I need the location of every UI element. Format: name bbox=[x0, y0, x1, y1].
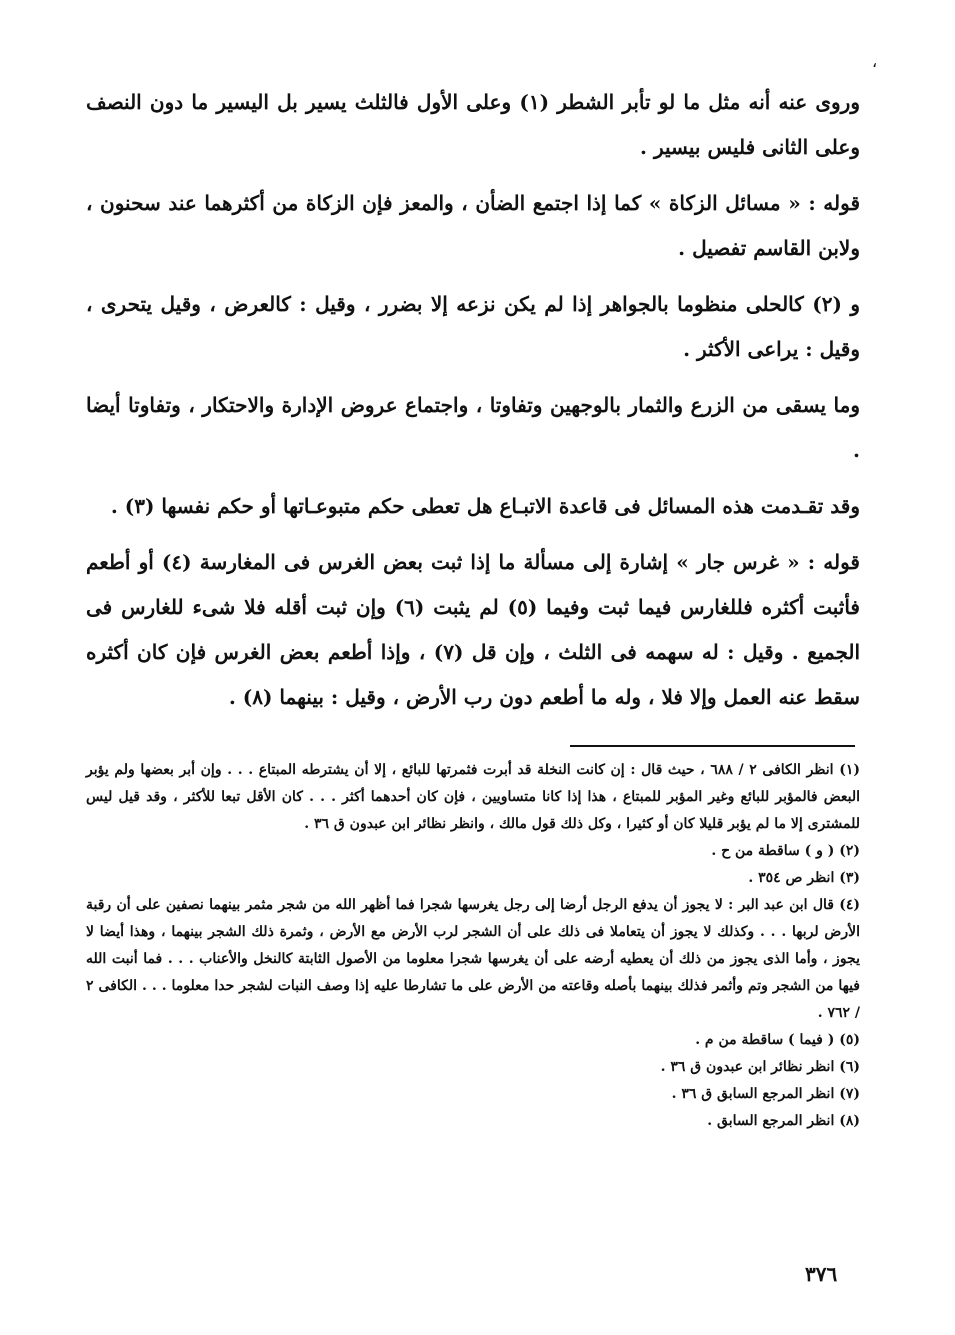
footnotes bbox=[86, 757, 860, 1135]
footnote: (٤) قال ابن عبد البر : لا يجوز أن يدفع الرجل أرضا إلى رجل يغرسها شجرا فما أظهر الله من شجر مثمر بينهما نصفين على أن رقبة الأرض لربها . . . وكذلك لا يجوز أن يتعاملا فى ذلك على أن الشجر لرب الأرض مع الأرض ، وثمرة ذلك الشجر بينهما ، وهذا أيضا لا يجوز ، وأما الذى يجوز من ذلك أن يعطيه أرضه على أن يغرسها شجرا معلوما من الأصول الثابتة كالنخل والأعناب . . . فما أنبت الله فيها من الشجر وتم وأثمر فذلك بينهما بأصله وقاعته من الأرض على ما تشارطا عليه إذا وصف النبات لشجر حدا معلوما . . . الكافى ٢ / ٧٦٢ . bbox=[86, 897, 860, 1021]
footnote-divider bbox=[570, 745, 855, 747]
paragraph: و (٢) كالحلى منظوما بالجواهر إذا لم يكن نزعه إلا بضرر ، وقيل : كالعرض ، وقيل يتحرى ، وقيل : يراعى الأكثر . bbox=[86, 292, 860, 361]
footnote: (٨) انظر المرجع السابق . bbox=[707, 1113, 860, 1129]
footnote: (٦) انظر نظائر ابن عبدون ق ٣٦ . bbox=[660, 1059, 860, 1075]
footnote: (٧) انظر المرجع السابق ق ٣٦ . bbox=[671, 1086, 860, 1102]
page-number: ٣٧٦ bbox=[805, 1262, 838, 1286]
paragraph: قوله : « مسائل الزكاة » كما إذا اجتمع الضأن ، والمعز فإن الزكاة من أكثرهما عند سحنون ، ولابن القاسم تفصيل . bbox=[86, 191, 860, 260]
main-text bbox=[86, 80, 860, 731]
footnote: (٥) ( فيما ) ساقطة من م . bbox=[695, 1032, 860, 1048]
paragraph: قوله : « غرس جار » إشارة إلى مسألة ما إذا ثبت بعض الغرس فى المغارسة (٤) أو أطعم فأثبت أكثره فللغارس فيما ثبت وفيما (٥) لم يثبت (٦) وإن ثبت أقله فلا شىء للغارس فى الجميع . وقيل : له سهمه فى الثلث ، وإن قل (٧) ، وإذا أطعم بعض الغرس فإن كان أكثره سقط عنه العمل وإلا فلا ، وله ما أطعم دون رب الأرض ، وقيل : بينهما (٨) . bbox=[86, 550, 861, 709]
footnote: (٣) انظر ص ٣٥٤ . bbox=[748, 870, 860, 886]
paragraph: وما يسقى من الزرع والثمار بالوجهين وتفاوتا ، واجتماع عروض الإدارة والاحتكار ، وتفاوتا أيضا . bbox=[86, 393, 860, 462]
paragraph: وروى عنه أنه مثل ما لو تأبر الشطر (١) وعلى الأول فالثلث يسير بل اليسير ما دون النصف وعلى الثانى فليس بيسير . bbox=[86, 90, 861, 159]
corner-mark: ، bbox=[872, 52, 878, 71]
paragraph: وقد تقـدمت هذه المسائل فى قاعدة الاتبـاع هل تعطى حكم متبوعـاتها أو حكم نفسها (٣) . bbox=[110, 494, 860, 518]
footnote: (١) انظر الكافى ٢ / ٦٨٨ ، حيث قال : إن كانت النخلة قد أبرت فثمرتها للبائع ، إلا أن يشترطه المبتاع . . . وإن أبر بعضها ولم يؤبر البعض فالمؤبر للبائع وغير المؤبر للمبتاع ، هذا إذا كانا متساويين ، فإن كان أحدهما أكثر . . . كان الأقل تبعا للأكثر ، وقد قيل ليس للمشترى إلا ما لم يؤبر قليلا كان أو كثيرا ، وكل ذلك قول مالك ، وانظر نظائر ابن عبدون ق ٣٦ . bbox=[86, 762, 860, 832]
footnote: (٢) ( و ) ساقطة من ح . bbox=[711, 843, 860, 859]
